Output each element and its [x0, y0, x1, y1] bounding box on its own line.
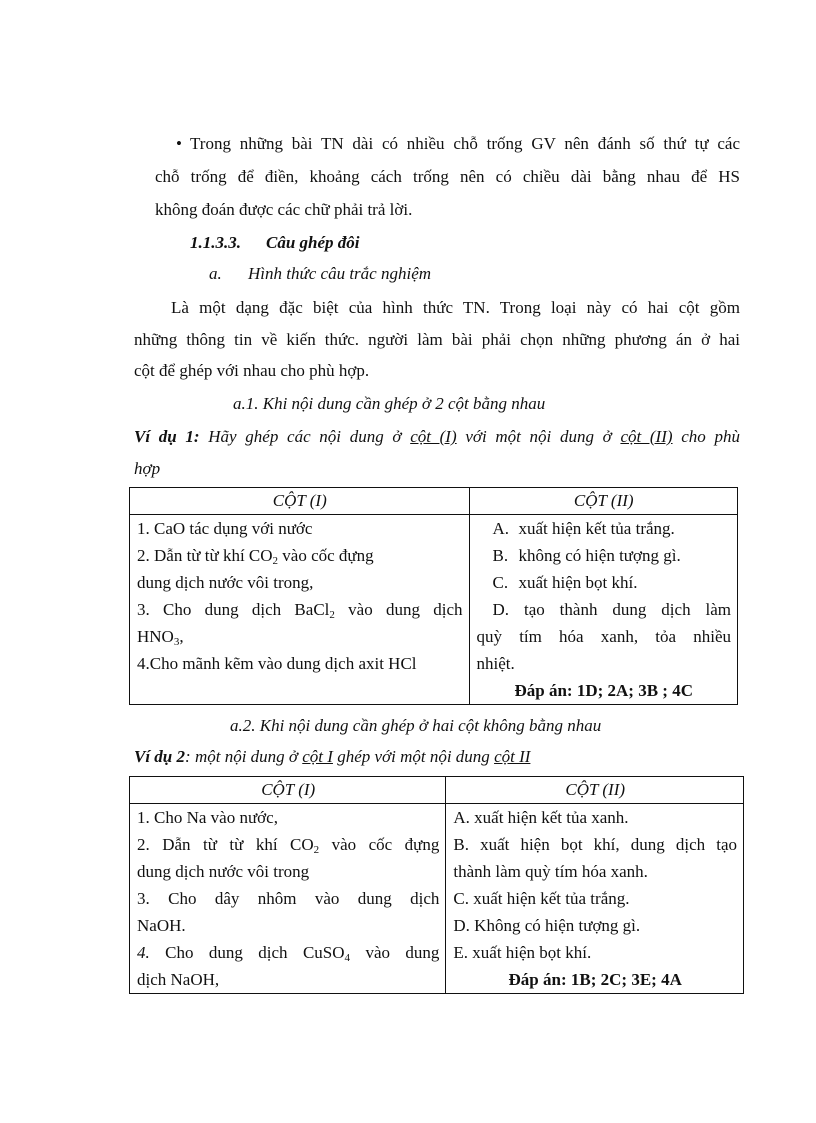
case-1-title: a.1. Khi nội dung cần ghép ở 2 cột bằng nhau	[233, 394, 546, 413]
column-1-header: CỘT (I)	[130, 777, 446, 804]
case-2-title: a.2. Khi nội dung cần ghép ở hai cột không bằng nhau	[230, 716, 602, 735]
column-2-header: CỘT (II)	[469, 488, 737, 515]
example-1-col2-ref: cột (II)	[620, 427, 673, 446]
column-2-cell: A. xuất hiện kết tủa trắng. B. không có hiện tượng gì. C. xuất hiện bọt khí. D. tạo thành dung dịch làm quỳ tím hóa xanh, tỏa nhiều nhiệt. Đáp án: 1D; 2A; 3B ; 4C	[469, 515, 737, 705]
intro-line-2: chỗ trống để điền, khoảng cách trống nên có chiều dài bằng nhau để HS	[155, 167, 740, 186]
example-2-col1-ref: cột I	[302, 747, 333, 766]
intro-line-1: Trong những bài TN dài có nhiều chỗ trống GV nên đánh số thứ tự các	[190, 134, 740, 153]
example-1-label: Ví dụ 1:	[134, 427, 200, 446]
example-1-table	[129, 487, 738, 705]
example-2-answer: Đáp án: 1B; 2C; 3E; 4A	[508, 970, 682, 989]
example-2-col2-ref: cột II	[494, 747, 531, 766]
bullet-icon: •	[176, 134, 182, 153]
subsection-letter: a.	[209, 264, 222, 283]
example-1-col1-ref: cột (I)	[410, 427, 457, 446]
column-2-cell: A. xuất hiện kết tủa xanh. B. xuất hiện bọt khí, dung dịch tạo thành làm quỳ tím hóa xanh. C. xuất hiện kết tủa trắng. D. Không có hiện tượng gì. E. xuất hiện bọt khí. Đáp án: 1B; 2C; 3E; 4A	[446, 804, 744, 994]
para-line-3: cột để ghép với nhau cho phù hợp.	[134, 361, 370, 380]
intro-line-3: không đoán được các chữ phải trả lời.	[155, 200, 413, 219]
example-1-answer: Đáp án: 1D; 2A; 3B ; 4C	[514, 681, 693, 700]
para-line-1: Là một dạng đặc biệt của hình thức TN. Trong loại này có hai cột gồm	[171, 298, 740, 317]
table-header-row	[130, 777, 744, 804]
example-2-prompt: Ví dụ 2: một nội dung ở cột I ghép với một nội dung cột II	[134, 747, 531, 766]
example-1-prompt: Ví dụ 1: Hãy ghép các nội dung ở cột (I) với một nội dung ở cột (II) cho phù	[134, 427, 740, 446]
example-2-label: Ví dụ 2	[134, 747, 186, 766]
column-2-header: CỘT (II)	[446, 777, 744, 804]
table-row	[130, 804, 744, 994]
subsection-title: Hình thức câu trắc nghiệm	[248, 264, 432, 283]
column-1-header: CỘT (I)	[130, 488, 470, 515]
table-header-row	[130, 488, 738, 515]
section-title: Câu ghép đôi	[266, 233, 360, 252]
para-line-2: những thông tin về kiến thức. người làm bài phải chọn những phương án ở hai	[134, 330, 740, 349]
column-1-cell: 1. CaO tác dụng với nước 2. Dẫn từ từ khí $CO_2$ vào cốc đựng dung dịch nước vôi trong, 3. Cho dung dịch BaCl$_2$ vào dung dịch $HNO_3$, 4.Cho mãnh kẽm vào dung dịch axit HCl	[130, 515, 470, 705]
section-number: 1.1.3.3.	[190, 233, 241, 252]
example-1-prompt-end: hợp	[134, 459, 161, 478]
column-1-cell: 1. Cho Na vào nước, 2. Dẫn từ từ khí $CO_2$ vào cốc đựng dung dịch nước vôi trong 3. Cho dây nhôm vào dung dịch NaOH. 4. Cho dung dịch CuSO$_4$ vào dung dịch NaOH,	[130, 804, 446, 994]
table-row	[130, 515, 738, 705]
example-2-table	[129, 776, 744, 994]
